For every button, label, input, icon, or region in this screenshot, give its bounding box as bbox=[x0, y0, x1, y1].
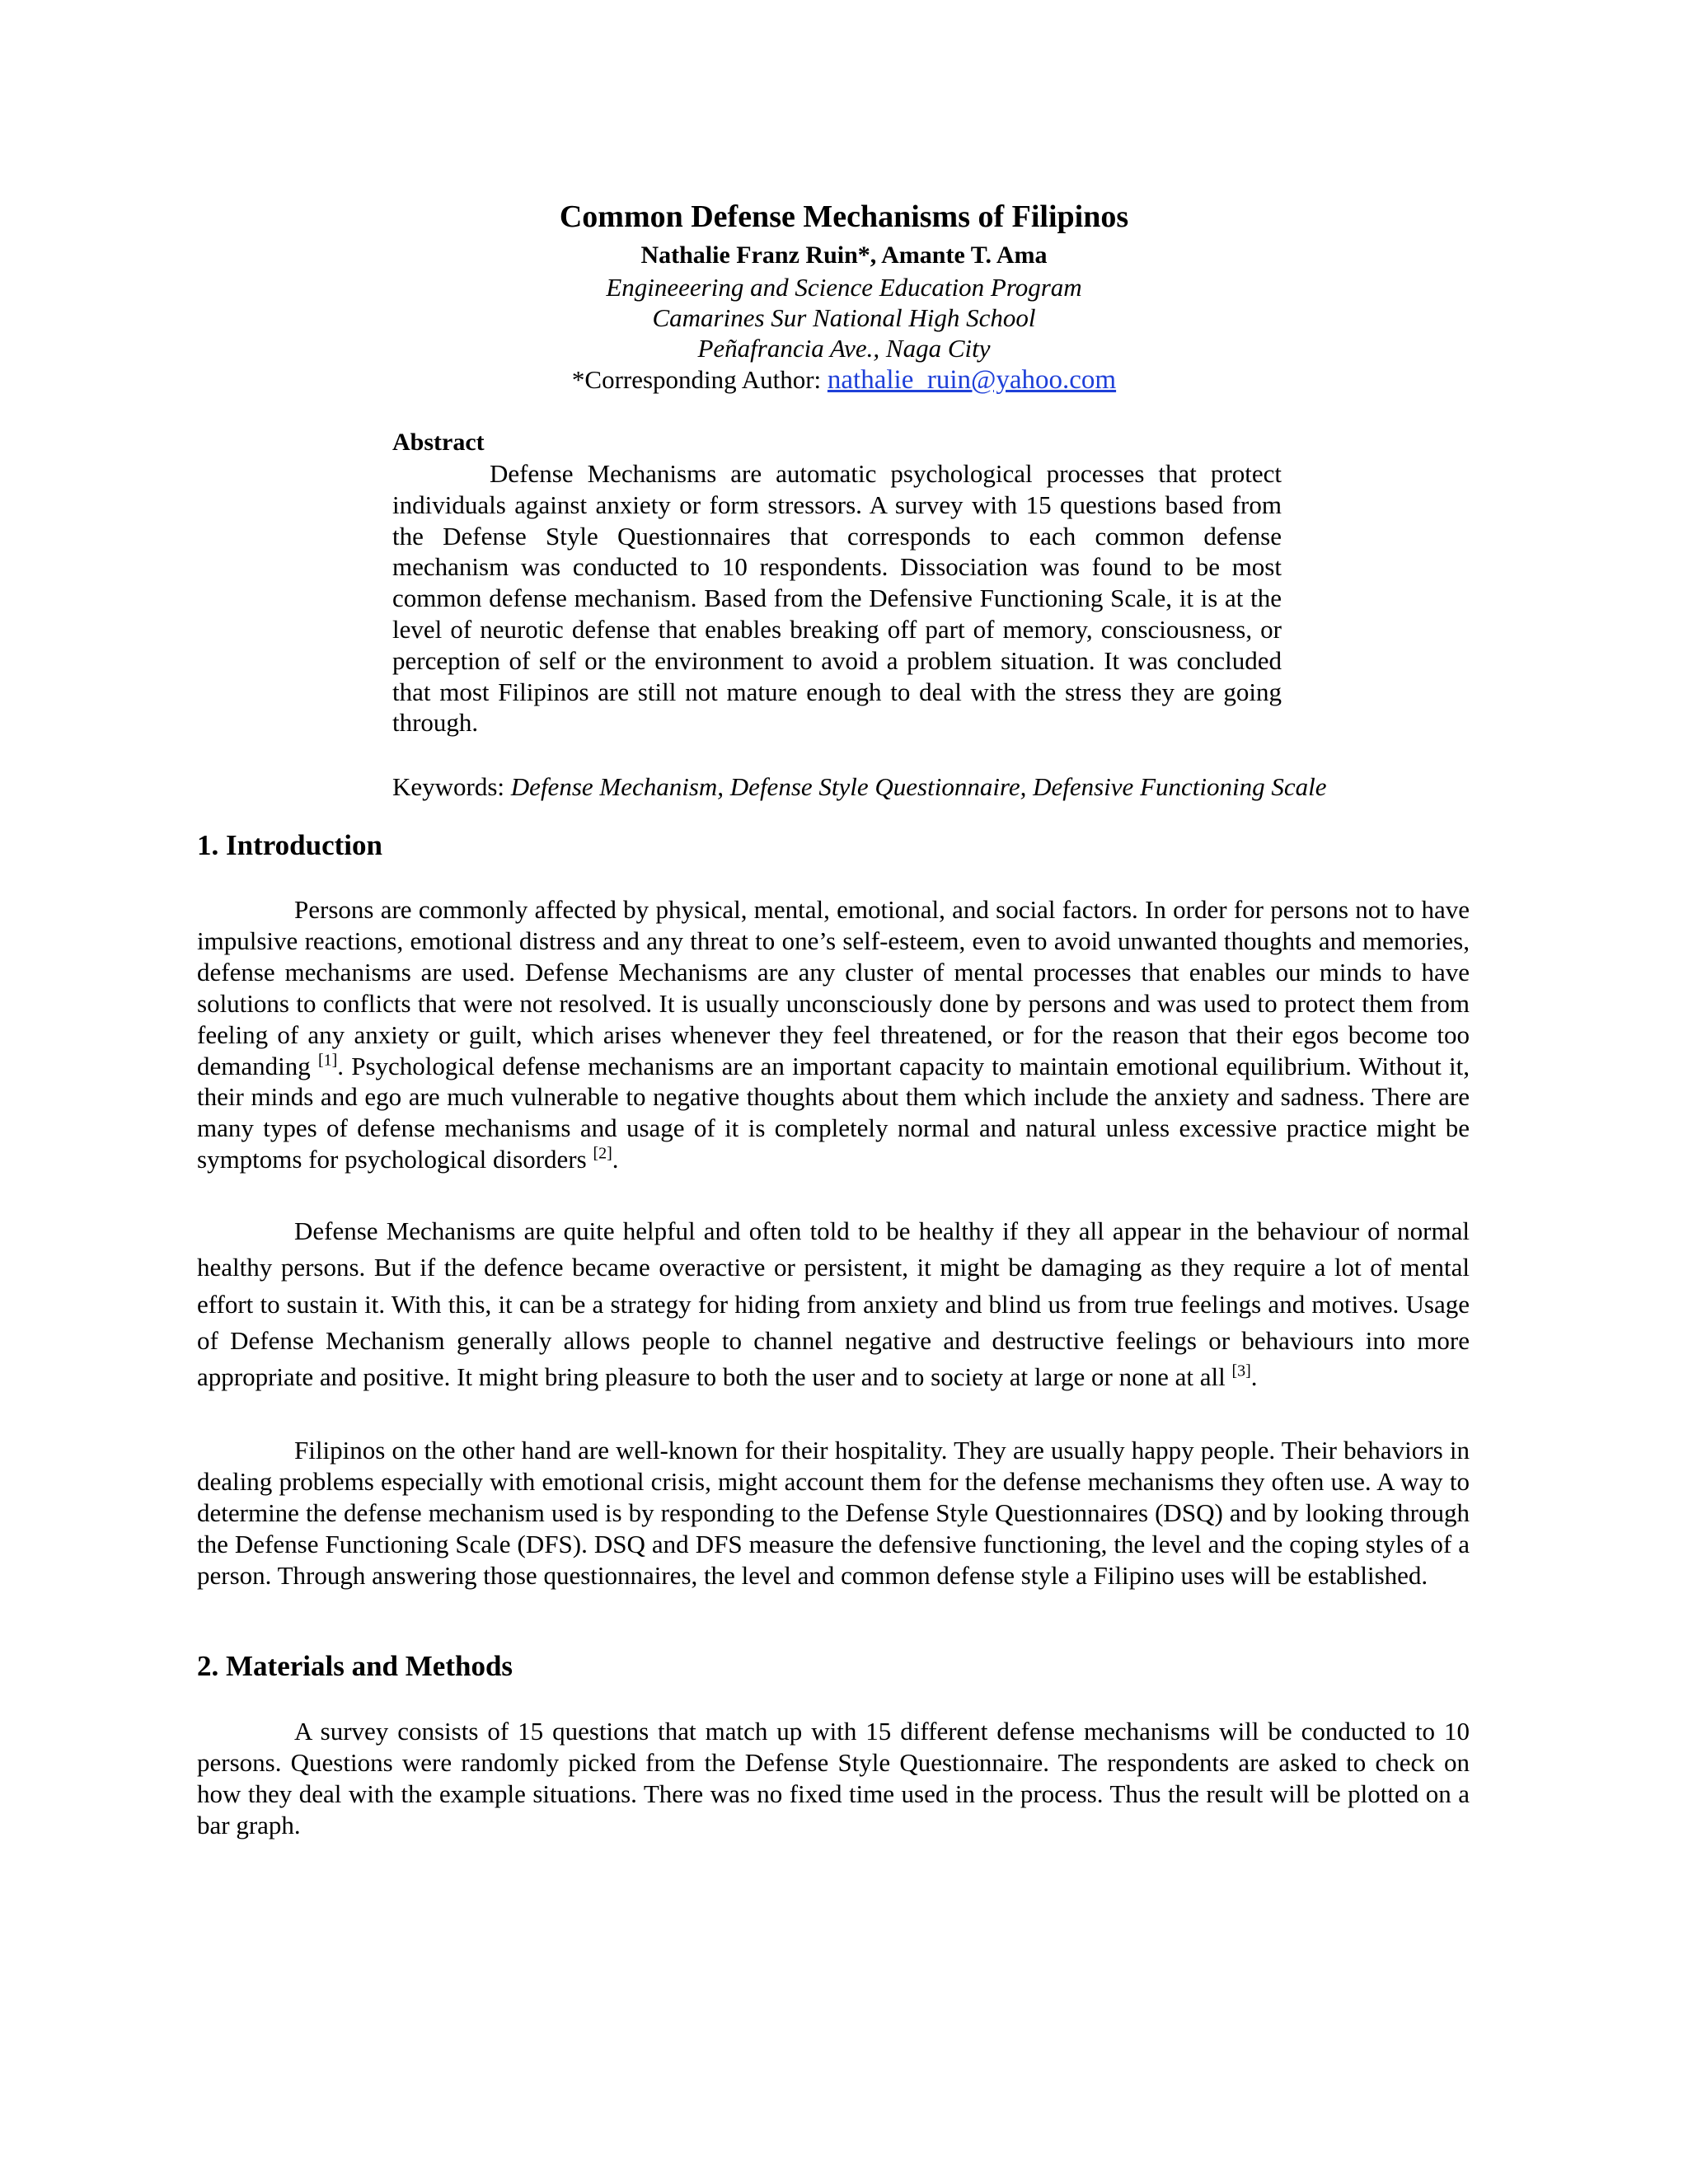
affiliation-school: Camarines Sur National High School bbox=[652, 303, 1036, 332]
intro-paragraph-2 bbox=[197, 1213, 1470, 1395]
corresponding-author-label: *Corresponding Author: bbox=[571, 365, 828, 394]
paper-title: Common Defense Mechanisms of Filipinos bbox=[559, 199, 1129, 234]
intro-paragraph-1-end: . bbox=[612, 1145, 619, 1174]
keywords-label: Keywords: bbox=[392, 772, 511, 801]
citation-ref-3: [3] bbox=[1231, 1361, 1251, 1380]
intro-paragraph-2-end: . bbox=[1250, 1362, 1258, 1392]
section-heading-materials-methods: 2. Materials and Methods bbox=[197, 1650, 513, 1682]
corresponding-email-link[interactable]: nathalie_ruin@yahoo.com bbox=[827, 365, 1117, 395]
paper-header bbox=[0, 196, 1688, 396]
keywords-list: Defense Mechanism, Defense Style Questionnaire, Defensive Functioning Scale bbox=[510, 772, 1327, 801]
citation-ref-1: [1] bbox=[317, 1051, 338, 1070]
abstract-text: Defense Mechanisms are automatic psychological processes that protect individuals against anxiety or form stressors. A survey with 15 questions based from the Defense Style Questionnaires that corresponds to each common defense mechanism was conducted to 10 respondents. Dissociation was found to be most common defense mechanism. Based from the Defensive Functioning Scale, it is at the level of neurotic defense that enables breaking off part of memory, consciousness, or perception of self or the environment to avoid a problem situation. It was concluded that most Filipinos are still not mature enough to deal with the stress they are going through. bbox=[392, 459, 1282, 738]
intro-paragraph-2-text: Defense Mechanisms are quite helpful and often told to be healthy if they all appear in the behaviour of normal healthy persons. But if the defence became overactive or persistent, it might be damaging as they require a lot of mental effort to sustain it. With this, it can be a strategy for hiding from anxiety and blind us from true feelings and motives. Usage of Defense Mechanism generally allows people to channel negative and destructive feelings or behaviours into more appropriate and positive. It might bring pleasure to both the user and to society at large or none at all bbox=[197, 1216, 1470, 1392]
methods-paragraph-1: A survey consists of 15 questions that match up with 15 different defense mechanisms will be conducted to 10 persons. Questions were randomly picked from the Defense Style Questionnaire. The respondents are asked to check on how they deal with the example situations. There was no fixed time used in the process. Thus the result will be plotted on a bar graph. bbox=[197, 1717, 1470, 1840]
intro-paragraph-1 bbox=[197, 894, 1470, 1175]
affiliation-address: Peñafrancia Ave., Naga City bbox=[697, 334, 991, 363]
keywords-line bbox=[392, 771, 1464, 804]
intro-paragraph-1-text-a: Persons are commonly affected by physical, mental, emotional, and social factors. In order for persons not to have impulsive reactions, emotional distress and any threat to one’s self-esteem, even to avoid unwanted thoughts and memories, defense mechanisms are used. Defense Mechanisms are any cluster of mental processes that enables our minds to have solutions to conflicts that were not resolved. It is usually unconsciously done by persons and was used to protect them from feeling of any anxiety or guilt, which arises whenever they feel threatened, or for the reason that their egos become too demanding bbox=[197, 895, 1470, 1080]
author-list: Nathalie Franz Ruin*, Amante T. Ama bbox=[640, 241, 1048, 269]
intro-paragraph-3: Filipinos on the other hand are well-known for their hospitality. They are usually happy people. Their behaviors in dealing problems especially with emotional crisis, might account them for the defense mechanisms they often use. A way to determine the defense mechanism used is by responding to the Defense Style Questionnaires (DSQ) and by looking through the Defense Functioning Scale (DFS). DSQ and DFS measure the defensive functioning, the level and the coping styles of a person. Through answering those questionnaires, the level and common defense style a Filipino uses will be established. bbox=[197, 1436, 1470, 1590]
intro-paragraph-1-text-b: . Psychological defense mechanisms are an important capacity to maintain emotional equilibrium. Without it, their minds and ego are much vulnerable to negative thoughts about them which include the anxiety and sadness. There are many types of defense mechanisms and usage of it is completely normal and natural unless excessive practice might be symptoms for psychological disorders bbox=[197, 1051, 1470, 1174]
affiliation-program: Engineeering and Science Education Program bbox=[606, 273, 1082, 302]
corresponding-author bbox=[0, 363, 1688, 396]
citation-ref-2: [2] bbox=[593, 1144, 612, 1163]
abstract-block bbox=[392, 427, 1282, 738]
abstract-heading: Abstract bbox=[392, 429, 485, 456]
section-heading-introduction: 1. Introduction bbox=[197, 829, 382, 861]
